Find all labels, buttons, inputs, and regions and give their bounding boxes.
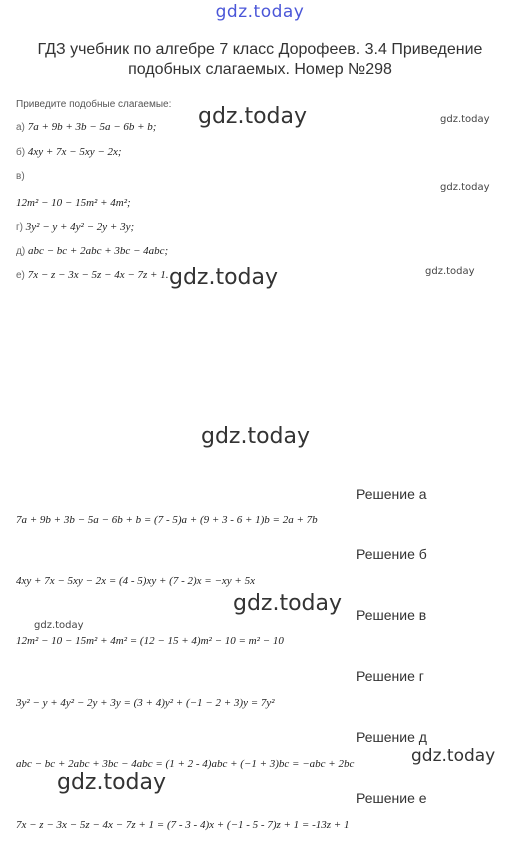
task-label: д): [16, 246, 26, 257]
solution-heading-v: Решение в: [356, 607, 427, 623]
watermark-small: gdz.today: [34, 620, 84, 631]
task-item-v: [16, 170, 25, 182]
watermark: gdz.today: [233, 591, 343, 616]
task-item-a: [16, 121, 156, 133]
watermark: gdz.today: [411, 746, 496, 766]
task-intro: Приведите подобные слагаемые:: [16, 99, 172, 110]
task-label: в): [16, 171, 25, 182]
task-item-v-expression: [16, 197, 131, 209]
task-label: г): [16, 222, 23, 233]
solution-heading-b: Решение б: [356, 546, 427, 562]
solution-text-a: 7a + 9b + 3b − 5a − 6b + b = (7 - 5)a + (9 + 3 - 6 + 1)b = 2a + 7b: [16, 514, 318, 526]
site-logo[interactable]: gdz.today: [215, 2, 305, 22]
task-label: б): [16, 147, 26, 158]
task-expression: 7x − z − 3x − 5z − 4x − 7z + 1.: [27, 269, 169, 281]
solution-text-d: abc − bc + 2abc + 3bc − 4abc = (1 + 2 - 4)abc + (−1 + 3)bc = −abc + 2bc: [16, 758, 355, 770]
task-expression: 4xy + 7x − 5xy − 2x;: [27, 146, 122, 158]
watermark: gdz.today: [169, 265, 279, 290]
solution-heading-e: Решение е: [356, 790, 427, 806]
task-item-d: [16, 245, 168, 257]
solution-text-b: 4xy + 7x − 5xy − 2x = (4 - 5)xy + (7 - 2)x = −xy + 5x: [16, 575, 255, 587]
task-expression: abc − bc + 2abc + 3bc − 4abc;: [27, 245, 169, 257]
task-expression: 3y² − y + 4y² − 2y + 3y;: [25, 221, 135, 233]
solution-text-e: 7x − z − 3x − 5z − 4x − 7z + 1 = (7 - 3 - 4)x + (−1 - 5 - 7)z + 1 = -13z + 1: [16, 819, 350, 831]
task-item-g: [16, 221, 134, 233]
solution-text-v: 12m² − 10 − 15m² + 4m² = (12 − 15 + 4)m² − 10 = m² − 10: [16, 635, 284, 647]
solution-heading-a: Решение а: [356, 486, 427, 502]
solution-heading-d: Решение д: [356, 729, 427, 745]
watermark-small: gdz.today: [425, 266, 475, 277]
watermark-small: gdz.today: [440, 182, 490, 193]
task-item-b: [16, 146, 122, 158]
task-label: е): [16, 270, 25, 281]
solution-text-g: 3y² − y + 4y² − 2y + 3y = (3 + 4)y² + (−1 − 2 + 3)y = 7y²: [16, 697, 275, 709]
watermark-small: gdz.today: [440, 114, 490, 125]
task-expression: 7a + 9b + 3b − 5a − 6b + b;: [27, 121, 157, 133]
watermark: gdz.today: [198, 104, 308, 129]
task-label: а): [16, 122, 25, 133]
task-item-e: [16, 269, 168, 281]
task-expression: 12m² − 10 − 15m² + 4m²;: [16, 197, 131, 209]
watermark: gdz.today: [57, 770, 167, 795]
solution-heading-g: Решение г: [356, 668, 424, 684]
watermark: gdz.today: [201, 424, 311, 449]
page-title: ГДЗ учебник по алгебре 7 класс Дорофеев. 3.4 Приведение подобных слагаемых. Номер №298: [37, 41, 483, 78]
